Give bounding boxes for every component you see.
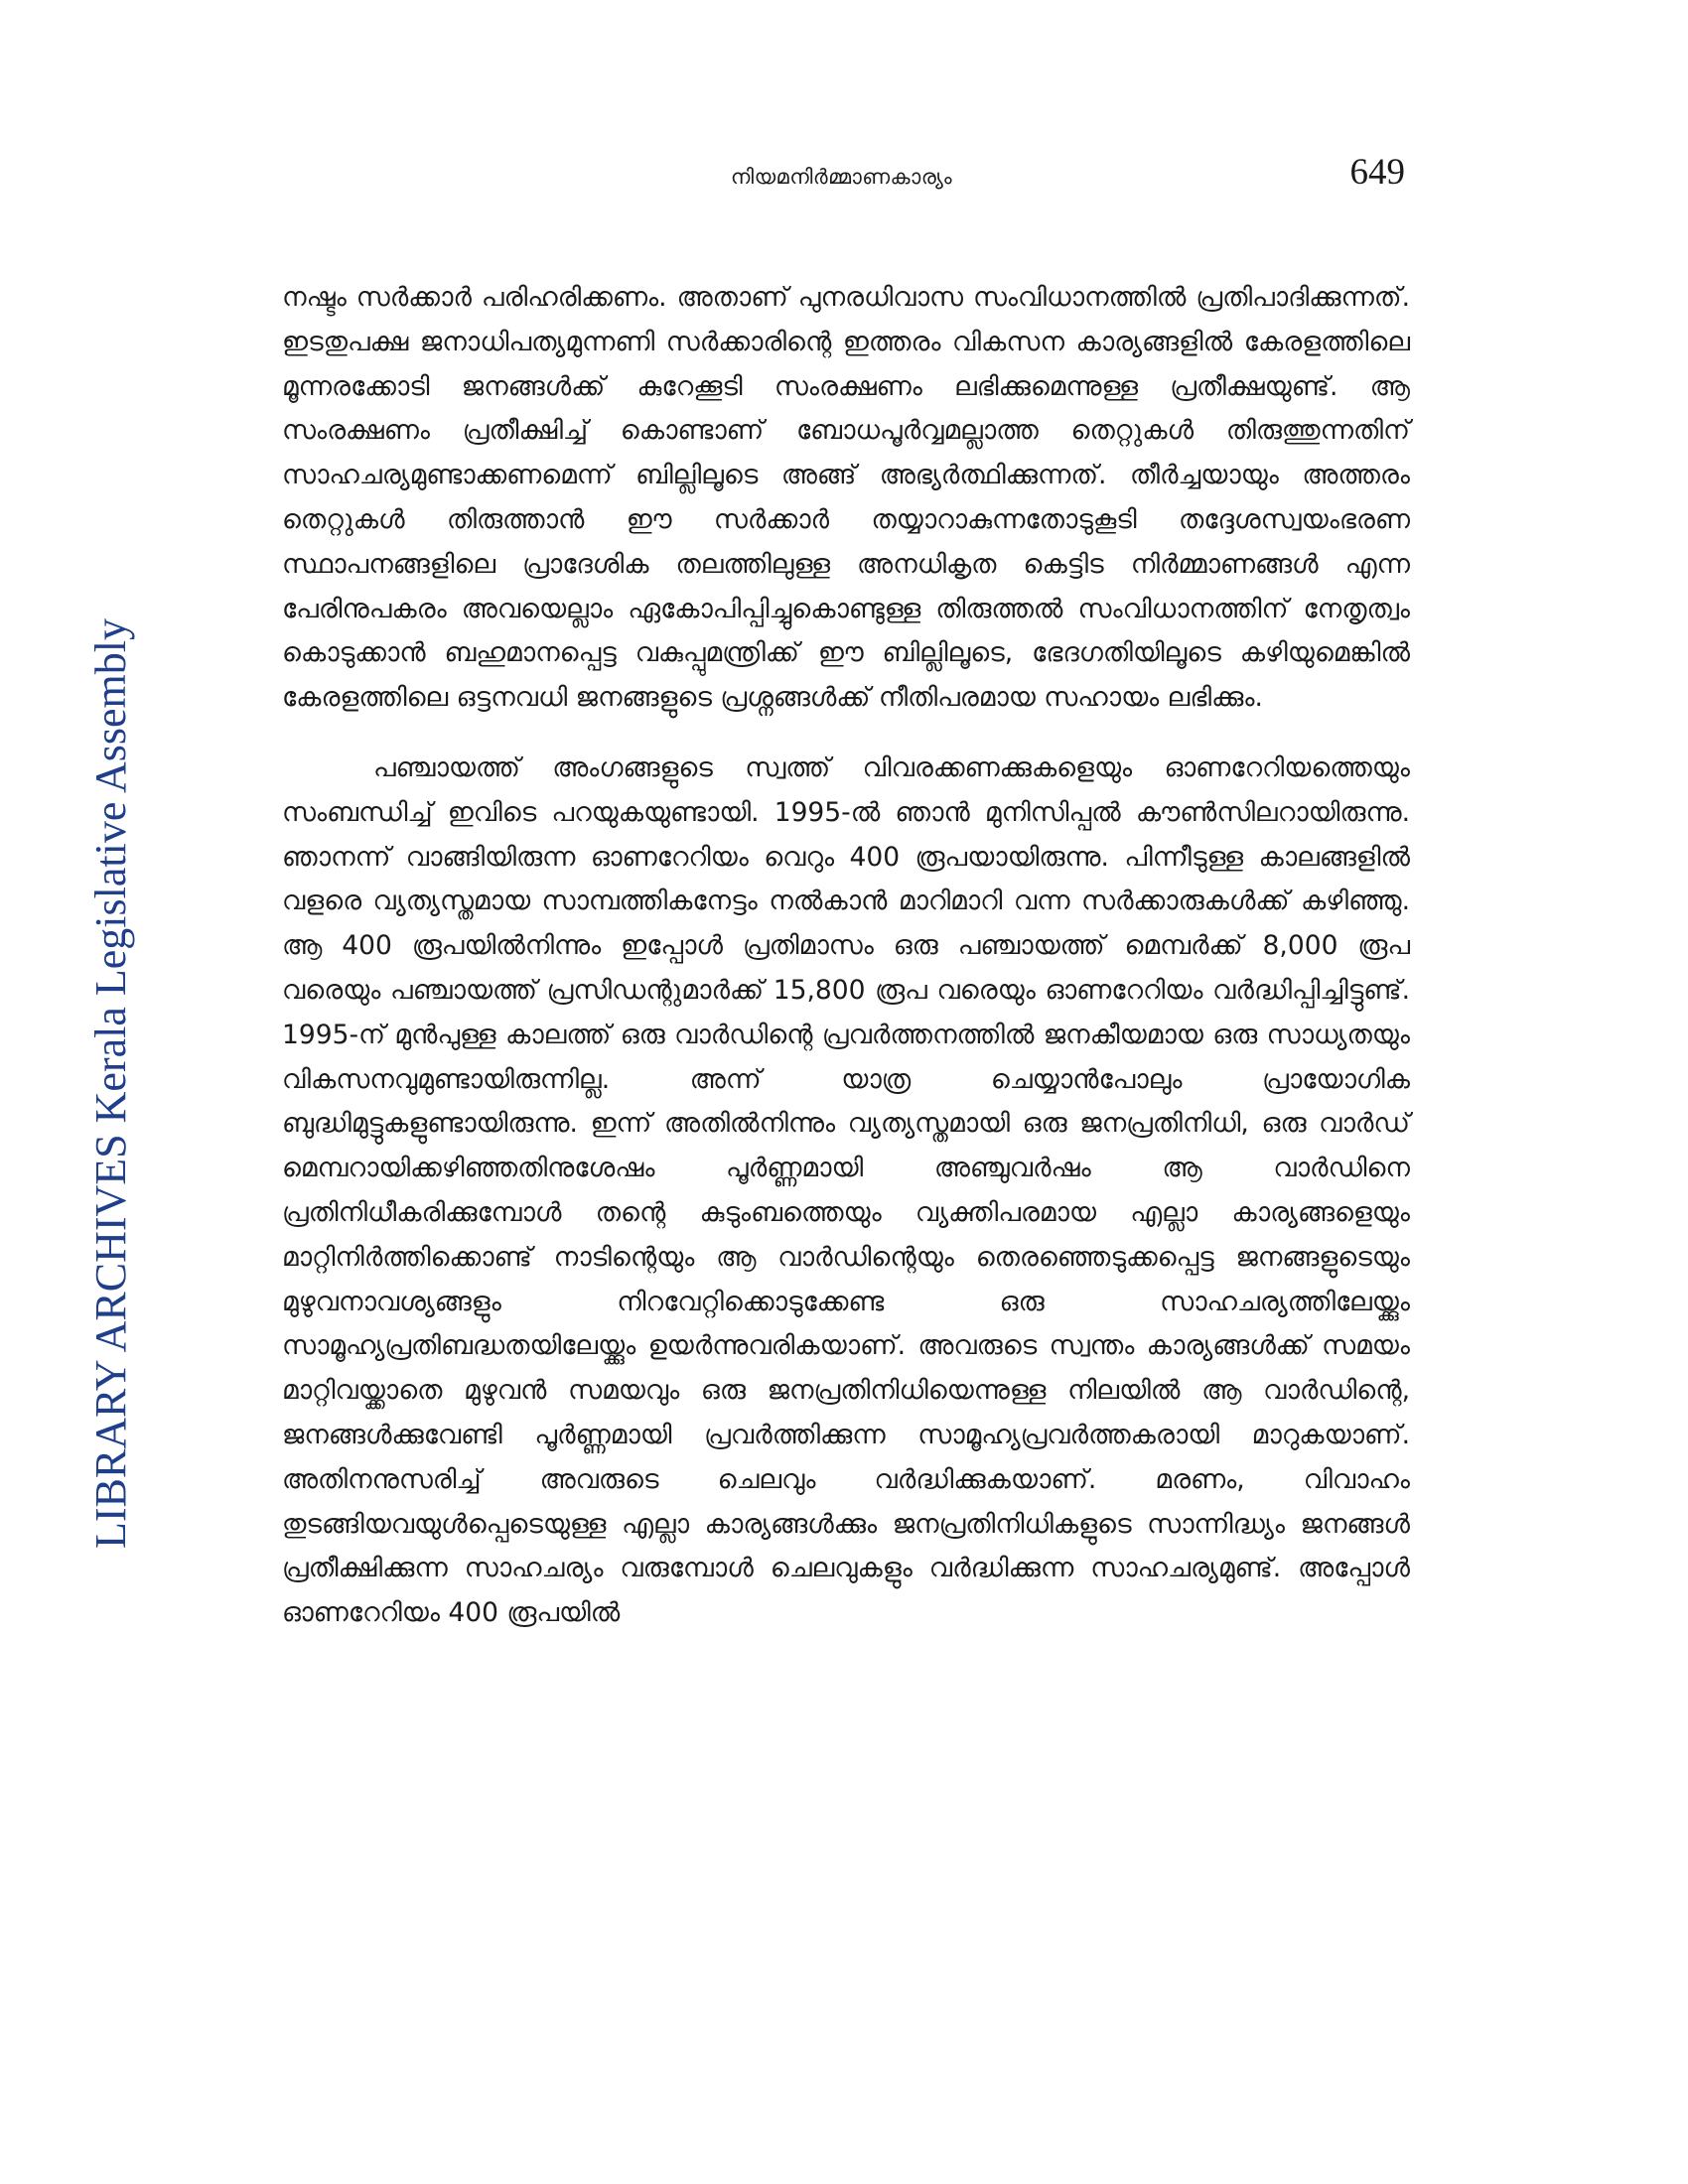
- page-number: 649: [1349, 152, 1405, 193]
- header-title: നിയമനിർമ്മാണകാര്യം: [730, 165, 953, 189]
- paragraph-1: നഷ്ടം സർക്കാർ പരിഹരിക്കണം. അതാണ് പുനരധിവാസ സംവിധാനത്തിൽ പ്രതിപാദിക്കുന്നത്. ഇടതുപക്ഷ ജനാധിപത്യമുന്നണി സർക്കാരിന്റെ ഇത്തരം വികസന കാര്യങ്ങളിൽ കേരളത്തിലെ മൂന്നരക്കോടി ജനങ്ങൾക്ക് കുറേക്കൂടി സംരക്ഷണം ലഭിക്കുമെന്നുള്ള പ്രതീക്ഷയുണ്ട്. ആ സംരക്ഷണം പ്രതീക്ഷിച്ച് കൊണ്ടാണ് ബോധപൂർവ്വമല്ലാത്ത തെറ്റുകൾ തിരുത്തുന്നതിന് സാഹചര്യമുണ്ടാക്കണമെന്ന് ബില്ലിലൂടെ അങ്ങ് അഭ്യർത്ഥിക്കുന്നത്. തീർച്ചയായും അത്തരം തെറ്റുകൾ തിരുത്താൻ ഈ സർക്കാർ തയ്യാറാകുന്നതോടുകൂടി തദ്ദേശസ്വയംഭരണ സ്ഥാപനങ്ങളിലെ പ്രാദേശിക തലത്തിലുള്ള അനധികൃത കെട്ടിട നിർമ്മാണങ്ങൾ എന്ന പേരിനുപകരം അവയെല്ലാം ഏകോപിപ്പിച്ചുകൊണ്ടുള്ള തിരുത്തൽ സംവിധാനത്തിന് നേതൃത്വം കൊടുക്കാൻ ബഹുമാനപ്പെട്ട വകുപ്പുമന്ത്രിക്ക് ഈ ബില്ലിലൂടെ, ഭേദഗതിയിലൂടെ കഴിയുമെങ്കിൽ കേരളത്തിലെ ഒട്ടനവധി ജനങ്ങളുടെ പ്രശ്നങ്ങൾക്ക് നീതിപരമായ സഹായം ലഭിക്കും.: [282, 282, 1410, 714]
- side-watermark: LIBRARY ARCHIVES Kerala Legislative Assembly: [86, 618, 135, 1549]
- running-header: [278, 152, 1405, 206]
- body-text: [282, 276, 1410, 1636]
- paragraph-2: പഞ്ചായത്ത് അംഗങ്ങളുടെ സ്വത്ത് വിവരക്കണക്കുകളെയും ഓണറേറിയത്തെയും സംബന്ധിച്ച് ഇവിടെ പറയുകയുണ്ടായി. 1995-ൽ ഞാൻ മുനിസിപ്പൽ കൗൺസിലറായിരുന്നു. ഞാനന്ന് വാങ്ങിയിരുന്ന ഓണറേറിയം വെറും 400 രൂപയായിരുന്നു. പിന്നീടുള്ള കാലങ്ങളിൽ വളരെ വ്യത്യസ്തമായ സാമ്പത്തികനേട്ടം നൽകാൻ മാറിമാറി വന്ന സർക്കാരുകൾക്ക് കഴിഞ്ഞു. ആ 400 രൂപയിൽനിന്നും ഇപ്പോൾ പ്രതിമാസം ഒരു പഞ്ചായത്ത് മെമ്പർക്ക് 8,000 രൂപ വരെയും പഞ്ചായത്ത് പ്രസിഡന്റുമാർക്ക് 15,800 രൂപ വരെയും ഓണറേറിയം വർദ്ധിപ്പിച്ചിട്ടുണ്ട്. 1995-ന് മുൻപുള്ള കാലത്ത് ഒരു വാർഡിന്റെ പ്രവർത്തനത്തിൽ ജനകീയമായ ഒരു സാധ്യതയും വികസനവുമുണ്ടായിരുന്നില്ല. അന്ന് യാത്ര ചെയ്യാൻപോലും പ്രായോഗിക ബുദ്ധിമുട്ടുകളുണ്ടായിരുന്നു. ഇന്ന് അതിൽനിന്നും വ്യത്യസ്തമായി ഒരു ജനപ്രതിനിധി, ഒരു വാർഡ് മെമ്പറായിക്കഴിഞ്ഞതിനുശേഷം പൂർണ്ണമായി അഞ്ചുവർഷം ആ വാർഡിനെ പ്രതിനിധീകരിക്കുമ്പോൾ തന്റെ കുടുംബത്തെയും വ്യക്തിപരമായ എല്ലാ കാര്യങ്ങളെയും മാറ്റിനിർത്തിക്കൊണ്ട് നാടിന്റെയും ആ വാർഡിന്റെയും തെരഞ്ഞെടുക്കപ്പെട്ട ജനങ്ങളുടെയും മുഴുവനാവശ്യങ്ങളും നിറവേറ്റിക്കൊടുക്കേണ്ട ഒരു സാഹചര്യത്തിലേയ്ക്കും സാമൂഹ്യപ്രതിബദ്ധതയിലേയ്ക്കും ഉയർന്നുവരികയാണ്. അവരുടെ സ്വന്തം കാര്യങ്ങൾക്ക് സമയം മാറ്റിവയ്ക്കാതെ മുഴുവൻ സമയവും ഒരു ജനപ്രതിനിധിയെന്നുള്ള നിലയിൽ ആ വാർഡിന്റെ, ജനങ്ങൾക്കുവേണ്ടി പൂർണ്ണമായി പ്രവർത്തിക്കുന്ന സാമൂഹ്യപ്രവർത്തകരായി മാറുകയാണ്. അതിനനുസരിച്ച് അവരുടെ ചെലവും വർദ്ധിക്കുകയാണ്. മരണം, വിവാഹം തുടങ്ങിയവയുൾപ്പെടെയുള്ള എല്ലാ കാര്യങ്ങൾക്കും ജനപ്രതിനിധികളുടെ സാന്നിദ്ധ്യം ജനങ്ങൾ പ്രതീക്ഷിക്കുന്ന സാഹചര്യം വരുമ്പോൾ ചെലവുകളും വർദ്ധിക്കുന്ന സാഹചര്യമുണ്ട്. അപ്പോൾ ഓണറേറിയം 400 രൂപയിൽ: [282, 751, 1410, 1629]
